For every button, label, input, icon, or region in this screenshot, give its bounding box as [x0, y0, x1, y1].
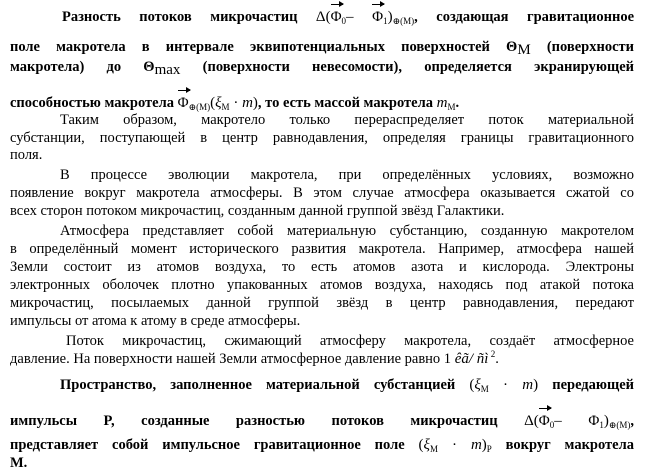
- impulse-field-formula: $(\xi_M \cdot m)_P$: [418, 437, 492, 454]
- text-fragment: передающей: [538, 377, 635, 393]
- subscript: max: [154, 62, 181, 78]
- text-fragment: Пространство, заполненное материальной субстанцией: [60, 377, 456, 393]
- paragraph-4-line-1: Атмосфера представляет собой материальную субстанцию, созданную макротелом: [60, 223, 634, 239]
- unit-text: êã/ ñì: [454, 351, 489, 367]
- text-fragment: .: [455, 95, 460, 111]
- paragraph-1-line-3: [0, 58, 634, 76]
- paragraph-4-line-3: Земли состоит из атомов воздуха, то есть атомов азота и кислорода. Электроны: [10, 259, 634, 275]
- paragraph-4-line-5: микрочастиц, посылаемых данной группой звёзд в центр равнодавления, передают: [10, 295, 634, 311]
- substance-formula: $(\xi_M \cdot m)$: [469, 377, 539, 394]
- text-fragment: .: [495, 351, 499, 367]
- text-fragment: макротела) до Θ: [10, 59, 155, 75]
- flux-difference-formula: $\Delta(\Phi_0-$ $\Phi_1)_{\oplus(M)}$: [315, 9, 415, 26]
- paragraph-3-line-2: появление вокруг макротела атмосферы. В этом случае атмосфера оказывается сжатой со: [10, 185, 634, 201]
- paragraph-6-line-3: [0, 436, 634, 454]
- pressure-unit: [455, 351, 496, 367]
- text-fragment: ,: [630, 413, 634, 429]
- text-fragment: представляет собой импульсное гравитационное поле: [10, 437, 405, 453]
- text-fragment: (поверхности: [530, 39, 634, 55]
- screening-formula: $\Phi_{\oplus(M)}(\xi_M \cdot m)$: [177, 95, 258, 112]
- text-fragment: Разность потоков микрочастиц: [62, 9, 298, 25]
- text-fragment: , то есть массой макротела: [257, 95, 434, 111]
- unit-exponent: 2: [490, 349, 496, 359]
- text-fragment: поле макротела в интервале эквипотенциальных поверхностей Θ: [10, 39, 518, 55]
- paragraph-4-line-2: в определённый момент исторического развития макротела. Например, атмосфера нашей: [10, 241, 634, 257]
- paragraph-1-line-1: [0, 8, 634, 26]
- text-fragment: давление. На поверхности нашей Земли атмосферное давление равно 1: [10, 351, 452, 367]
- paragraph-3-line-1: В процессе эволюции макротела, при определённых условиях, возможно: [60, 167, 634, 183]
- text-fragment: способностью макротела: [10, 95, 174, 111]
- text-fragment: импульсы P, созданные разностью потоков микрочастиц: [10, 413, 498, 429]
- subscript: M: [517, 42, 531, 58]
- paragraph-4-line-4: электронных оболочек плотно упакованных атомов воздуха, находясь под атакой потока: [10, 277, 634, 293]
- paragraph-6-line-1: [0, 376, 634, 394]
- paragraph-1-line-4: [10, 94, 646, 112]
- paragraph-3-line-3: всех сторон потоком микрочастиц, созданным данной группой звёзд Галактики.: [10, 203, 505, 219]
- paragraph-6-line-2: [0, 412, 634, 430]
- text-fragment: (поверхности невесомости), определяется экранирующей: [180, 59, 634, 75]
- paragraph-2-line-1: Таким образом, макротело только перераспределяет поток материальной: [60, 112, 634, 128]
- paragraph-5-line-2: [10, 350, 646, 368]
- paragraph-2-line-2: субстанции, поступающей в центр равнодавления, определяя границы гравитационного: [10, 130, 634, 146]
- text-fragment: вокруг макротела: [491, 437, 634, 453]
- paragraph-2-line-3: поля.: [10, 147, 43, 163]
- flux-difference-formula: $\Delta(\Phi_0-$ $\Phi_1)_{\oplus(M)}$: [524, 413, 631, 430]
- paragraph-6-line-4: М.: [10, 455, 28, 471]
- text-fragment: , создающая гравитационное: [414, 9, 634, 25]
- paragraph-1-line-2: [0, 38, 634, 56]
- paragraph-4-line-6: импульсы от атома к атому в среде атмосферы.: [10, 313, 301, 329]
- mass-formula: $m_M$: [436, 95, 456, 112]
- paragraph-5-line-1: Поток микрочастиц, сжимающий атмосферу макротела, создаёт атмосферное: [66, 333, 634, 349]
